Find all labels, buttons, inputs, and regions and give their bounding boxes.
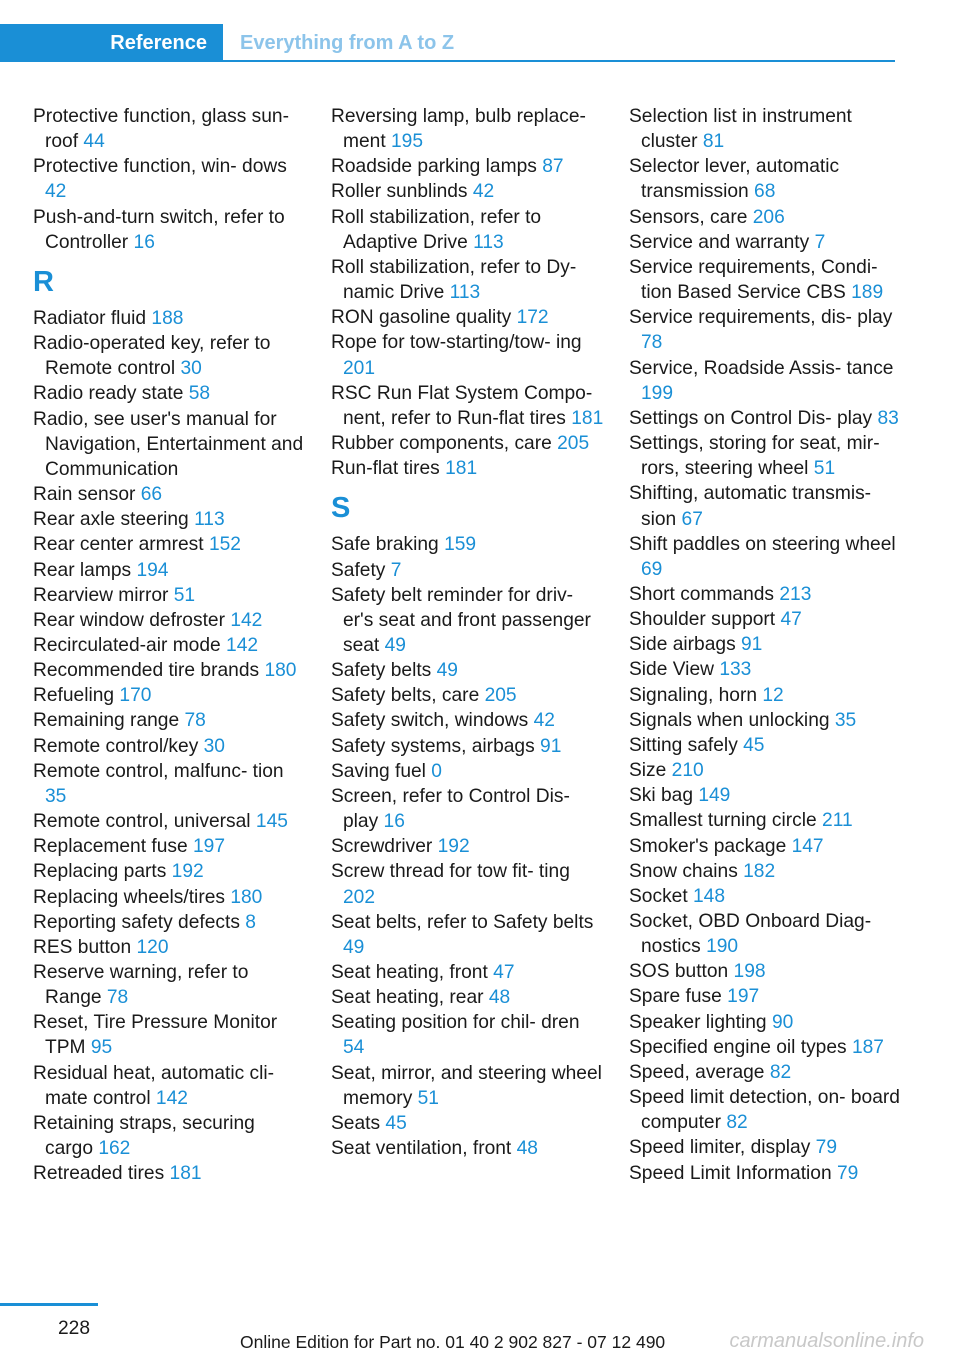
index-entry <box>331 759 606 784</box>
page-link[interactable]: 49 <box>436 660 458 682</box>
index-entry <box>33 482 308 507</box>
index-term: Safety belts <box>331 660 432 682</box>
index-term: Safety belt reminder for driv- er's seat and front passenger seat <box>331 584 591 656</box>
page-link[interactable]: 142 <box>155 1087 188 1109</box>
index-term: Rubber components, care <box>331 433 552 455</box>
page-link[interactable]: 192 <box>171 861 204 883</box>
index-entry <box>629 255 904 305</box>
index-term: Size <box>629 760 667 782</box>
index-term: Recirculated-air mode <box>33 634 221 656</box>
index-term: Remaining range <box>33 710 180 732</box>
index-term: Rearview mirror <box>33 584 169 606</box>
page-link[interactable]: 48 <box>516 1138 538 1160</box>
index-entry <box>331 708 606 733</box>
index-entry <box>331 330 606 380</box>
index-term: Short commands <box>629 583 775 605</box>
index-entry <box>629 884 904 909</box>
index-entry <box>33 104 308 154</box>
page-link[interactable]: 45 <box>743 734 765 756</box>
page-link[interactable]: 79 <box>836 1162 859 1184</box>
index-term: Shoulder support <box>629 609 776 631</box>
page-link[interactable]: 197 <box>727 986 760 1008</box>
index-term: Recommended tire brands <box>33 660 260 682</box>
index-term: Remote control, malfunc- tion <box>33 760 284 782</box>
page-link[interactable]: 202 <box>343 886 376 908</box>
index-entry <box>629 305 904 355</box>
index-entry <box>629 1035 904 1060</box>
page-header <box>0 24 895 62</box>
index-term: Seat heating, front <box>331 962 488 983</box>
index-entry <box>629 834 904 859</box>
subsection-title: Everything from A to Z <box>240 32 455 54</box>
index-entry <box>33 734 308 759</box>
index-term: Sitting safely <box>629 734 738 756</box>
index-term: Seat belts, refer to Safety belts <box>331 911 594 933</box>
index-term: Remote control, universal <box>33 811 251 833</box>
index-entry <box>33 583 308 608</box>
index-entry <box>629 984 904 1009</box>
page-link[interactable]: 95 <box>90 1037 113 1059</box>
page-link[interactable]: 7 <box>390 559 402 581</box>
page-link[interactable]: 82 <box>726 1112 748 1134</box>
page-link[interactable]: 42 <box>533 710 555 732</box>
page-link[interactable]: 87 <box>542 156 564 178</box>
page-link[interactable]: 47 <box>780 609 802 631</box>
page-link[interactable]: 213 <box>779 583 812 605</box>
index-term: Reversing lamp, bulb replace- ment <box>331 106 586 153</box>
index-term: Safe braking <box>331 534 439 556</box>
index-term: Roll stabilization, refer to Adaptive Drive <box>331 206 542 253</box>
index-entry <box>629 1060 904 1085</box>
index-term: Service requirements, dis- play <box>629 307 893 329</box>
index-term: Smallest turning circle <box>629 810 817 832</box>
index-term: Shifting, automatic transmis- sion <box>629 483 872 530</box>
page-link[interactable]: 48 <box>488 987 511 1009</box>
index-term: Settings on Control Dis- play <box>629 407 873 429</box>
page-link[interactable]: 197 <box>193 836 226 858</box>
page-link[interactable]: 180 <box>264 660 297 682</box>
index-entry <box>331 1010 606 1060</box>
index-term: Radio-operated key, refer to Remote control <box>33 333 271 380</box>
page-link[interactable]: 7 <box>814 231 826 253</box>
page-link[interactable]: 201 <box>343 357 376 379</box>
index-entry <box>629 532 904 582</box>
index-entry <box>629 632 904 657</box>
index-term: Protective function, glass sun- roof <box>33 106 289 153</box>
page-link[interactable]: 147 <box>791 835 824 857</box>
index-term: Signaling, horn <box>629 684 758 706</box>
page-link[interactable]: 189 <box>851 282 884 304</box>
index-term: Screwdriver <box>331 836 433 858</box>
index-entry <box>331 456 606 481</box>
index-term: RES button <box>33 936 132 958</box>
index-entry <box>33 859 308 884</box>
index-term: Specified engine oil types <box>629 1036 847 1058</box>
index-entry <box>629 230 904 255</box>
index-term: Retaining straps, securing cargo <box>33 1112 255 1160</box>
page-link[interactable]: 120 <box>136 936 169 958</box>
index-entry <box>33 306 308 331</box>
page-link[interactable]: 145 <box>255 811 288 833</box>
index-entry <box>331 1111 606 1136</box>
page-link[interactable]: 12 <box>762 684 784 706</box>
index-entry <box>33 910 308 935</box>
index-entry <box>33 960 308 1010</box>
page-link[interactable]: 187 <box>851 1036 884 1058</box>
index-entry <box>331 658 606 683</box>
index-entry <box>331 558 606 583</box>
index-term: Speed Limit Information <box>629 1162 832 1184</box>
index-entry <box>33 558 308 583</box>
page-link[interactable]: 58 <box>188 383 211 405</box>
index-term: Roller sunblinds <box>331 181 468 203</box>
page-link[interactable]: 162 <box>98 1138 131 1160</box>
index-entry <box>331 1136 606 1161</box>
index-term: Speed limit detection, on- board computer <box>629 1087 900 1134</box>
index-entry <box>33 532 308 557</box>
page-link[interactable]: 181 <box>169 1163 202 1185</box>
index-entry <box>33 658 308 683</box>
page-link[interactable]: 142 <box>226 634 259 656</box>
index-term: Selection list in instrument cluster <box>629 106 852 153</box>
edition-note: Online Edition for Part no. 01 40 2 902 827 - 07 12 490 <box>240 1332 666 1352</box>
index-entry <box>33 407 308 482</box>
page-link[interactable]: 78 <box>641 332 663 354</box>
index-entry <box>629 356 904 406</box>
page-link[interactable]: 113 <box>449 282 481 304</box>
page-link[interactable]: 181 <box>571 407 604 429</box>
page-link[interactable]: 35 <box>834 709 857 731</box>
index-entry <box>629 154 904 204</box>
page-link[interactable]: 69 <box>641 558 663 580</box>
page-link[interactable]: 142 <box>230 609 263 631</box>
page-link[interactable]: 113 <box>194 509 225 531</box>
page-link[interactable]: 67 <box>681 508 703 530</box>
page-link[interactable]: 0 <box>431 760 442 782</box>
page-link[interactable]: 82 <box>769 1061 792 1083</box>
page-link[interactable]: 148 <box>693 885 726 907</box>
index-term: RSC Run Flat System Compo- nent, refer to Run-flat tires <box>331 382 593 429</box>
index-entry <box>629 1085 904 1135</box>
page-link[interactable]: 90 <box>771 1011 794 1033</box>
index-term: Smoker's package <box>629 835 787 857</box>
page-link[interactable]: 45 <box>385 1112 407 1134</box>
page-link[interactable]: 190 <box>706 936 739 958</box>
index-entry <box>629 683 904 708</box>
header-rule <box>223 60 895 62</box>
index-term: Reset, Tire Pressure Monitor TPM <box>33 1012 278 1059</box>
index-entry <box>629 481 904 531</box>
index-entry <box>629 431 904 481</box>
index-term: Seats <box>331 1112 381 1134</box>
index-term: Snow chains <box>629 860 738 882</box>
page-link[interactable]: 172 <box>516 307 549 329</box>
page-link[interactable]: 66 <box>140 484 163 506</box>
index-entry <box>629 909 904 959</box>
index-term: Safety switch, windows <box>331 710 529 732</box>
index-term: Ski bag <box>629 785 693 807</box>
index-term: Speed limiter, display <box>629 1137 811 1159</box>
index-term: Radiator fluid <box>33 307 147 329</box>
index-term: Rope for tow-starting/tow- ing <box>331 332 582 354</box>
page-link[interactable]: 51 <box>417 1087 439 1109</box>
index-term: Replacement fuse <box>33 836 188 858</box>
index-term: Seat heating, rear <box>331 987 484 1009</box>
page-link[interactable]: 16 <box>383 811 405 833</box>
index-term: RON gasoline quality <box>331 307 512 329</box>
index-entry <box>331 179 606 204</box>
index-term: Safety <box>331 559 386 581</box>
index-entry <box>331 834 606 859</box>
page-link[interactable]: 42 <box>45 181 67 203</box>
page-link[interactable]: 42 <box>472 181 495 203</box>
index-term: Seat, mirror, and steering wheel memory <box>331 1062 602 1109</box>
index-entry <box>331 104 606 154</box>
page-link[interactable]: 51 <box>173 584 196 606</box>
page-number: 228 <box>58 1318 91 1339</box>
index-term: Retreaded tires <box>33 1163 165 1185</box>
page-link[interactable]: 51 <box>813 458 836 480</box>
page-link[interactable]: 180 <box>230 886 263 908</box>
page-link[interactable]: 205 <box>557 433 590 455</box>
page-link[interactable]: 44 <box>83 131 105 153</box>
index-entry <box>331 305 606 330</box>
page-link[interactable]: 47 <box>493 962 515 983</box>
page-link[interactable]: 81 <box>702 131 725 153</box>
index-term: Safety belts, care <box>331 685 480 707</box>
index-term: Settings, storing for seat, mir- rors, steering wheel <box>629 433 880 480</box>
page-link[interactable]: 35 <box>45 785 67 807</box>
index-term: Rear center armrest <box>33 534 204 556</box>
index-entry <box>33 608 308 633</box>
index-entry <box>331 532 606 557</box>
index-entry <box>33 1010 308 1060</box>
index-term: Service and warranty <box>629 231 810 253</box>
index-term: Roadside parking lamps <box>331 156 537 178</box>
page-link[interactable]: 152 <box>208 534 241 556</box>
index-entry <box>629 733 904 758</box>
footer-rule <box>0 1303 98 1306</box>
index-entry <box>33 683 308 708</box>
page-link[interactable]: 210 <box>671 760 704 782</box>
page-link[interactable]: 182 <box>743 860 776 882</box>
index-column-2 <box>331 104 606 1161</box>
index-entry <box>331 784 606 834</box>
index-term: Radio ready state <box>33 383 184 405</box>
index-term: Shift paddles on steering wheel <box>629 533 896 555</box>
index-term: Saving fuel <box>331 760 426 782</box>
index-entry <box>33 759 308 809</box>
index-entry <box>33 633 308 658</box>
index-term: Screw thread for tow fit- ting <box>331 861 570 883</box>
index-entry <box>331 985 606 1010</box>
page-link[interactable]: 91 <box>540 735 562 757</box>
index-entry <box>629 104 904 154</box>
page-link[interactable]: 195 <box>391 131 424 153</box>
index-term: Socket <box>629 885 688 907</box>
index-entry <box>629 859 904 884</box>
page-link[interactable]: 30 <box>180 358 202 380</box>
index-term: Rain sensor <box>33 484 136 506</box>
page-link[interactable]: 149 <box>698 785 731 807</box>
index-entry <box>331 910 606 960</box>
index-term: Socket, OBD Onboard Diag- nostics <box>629 911 872 958</box>
index-term: Reserve warning, refer to Range <box>33 962 249 1009</box>
page-link[interactable]: 194 <box>136 559 169 581</box>
index-entry <box>629 657 904 682</box>
index-entry <box>33 809 308 834</box>
page-link[interactable]: 113 <box>473 231 504 253</box>
section-letter: R <box>33 265 54 298</box>
index-term: Seating position for chil- dren <box>331 1012 580 1034</box>
index-entry <box>331 431 606 456</box>
index-entry <box>33 205 308 255</box>
page-link[interactable]: 198 <box>733 961 766 983</box>
index-term: Service, Roadside Assis- tance <box>629 357 894 379</box>
index-term: Side airbags <box>629 634 736 656</box>
index-column-3 <box>629 104 904 1186</box>
index-term: Selector lever, automatic transmission <box>629 156 840 203</box>
index-term: Screen, refer to Control Dis- play <box>331 785 570 833</box>
index-entry <box>33 331 308 381</box>
page-link[interactable]: 8 <box>245 911 256 933</box>
index-term: Refueling <box>33 685 115 707</box>
index-term: Sensors, care <box>629 206 748 228</box>
index-term: Roll stabilization, refer to Dy- namic Drive <box>331 256 577 304</box>
index-entry <box>33 708 308 733</box>
index-entry <box>629 582 904 607</box>
index-term: Replacing parts <box>33 861 167 883</box>
index-entry <box>33 154 308 204</box>
page-link[interactable]: 54 <box>343 1037 365 1059</box>
index-entry <box>629 758 904 783</box>
index-entry <box>33 935 308 960</box>
page-link[interactable]: 133 <box>719 659 752 681</box>
page-link[interactable]: 91 <box>741 634 763 656</box>
page-link[interactable]: 78 <box>106 987 129 1009</box>
index-term: Signals when unlocking <box>629 709 830 731</box>
index-term: Safety systems, airbags <box>331 735 535 757</box>
page-link[interactable]: 68 <box>754 181 776 203</box>
index-term: Speed, average <box>629 1061 765 1083</box>
index-entry <box>331 1061 606 1111</box>
index-term: Push-and-turn switch, refer to Controller <box>33 206 285 253</box>
page-link[interactable]: 205 <box>484 685 517 707</box>
index-term: Radio, see user's manual for Navigation, Entertainment and Communication <box>33 408 304 480</box>
index-term: Side View <box>629 659 714 681</box>
page-link[interactable]: 188 <box>151 307 184 329</box>
page-link[interactable]: 181 <box>445 458 478 480</box>
page-link[interactable]: 192 <box>437 836 470 858</box>
section-letter: S <box>331 492 351 525</box>
page-link[interactable]: 16 <box>133 231 155 253</box>
page-link[interactable]: 159 <box>444 534 477 556</box>
page-link[interactable]: 206 <box>752 206 785 228</box>
page-link[interactable]: 170 <box>119 685 152 707</box>
index-entry <box>629 1161 904 1186</box>
index-entry <box>629 808 904 833</box>
index-term: Speaker lighting <box>629 1011 767 1033</box>
page-link[interactable]: 30 <box>203 735 225 757</box>
index-entry <box>331 734 606 759</box>
index-term: Rear lamps <box>33 559 132 581</box>
index-entry <box>629 1010 904 1035</box>
index-entry <box>33 1111 308 1161</box>
index-entry <box>331 381 606 431</box>
index-entry <box>629 205 904 230</box>
index-entry <box>629 1135 904 1160</box>
page-link[interactable]: 211 <box>822 810 853 832</box>
index-term: Protective function, win- dows <box>33 156 287 178</box>
index-entry <box>331 154 606 179</box>
index-entry <box>629 783 904 808</box>
index-term: Replacing wheels/tires <box>33 886 225 908</box>
index-term: Run-flat tires <box>331 458 440 480</box>
index-entry <box>629 406 904 431</box>
index-entry <box>33 885 308 910</box>
page-link[interactable]: 199 <box>641 382 674 404</box>
page-link[interactable]: 79 <box>815 1137 837 1159</box>
index-entry <box>331 683 606 708</box>
index-entry <box>629 708 904 733</box>
watermark: carmanualsonline.info <box>729 1330 924 1352</box>
index-entry <box>33 1061 308 1111</box>
index-term: Rear window defroster <box>33 609 225 631</box>
index-term: Reporting safety defects <box>33 911 240 933</box>
index-term: Seat ventilation, front <box>331 1138 512 1160</box>
index-entry <box>33 507 308 532</box>
page-link[interactable]: 49 <box>384 634 406 656</box>
index-term: Remote control/key <box>33 735 199 757</box>
index-entry <box>331 255 606 305</box>
page-link[interactable]: 83 <box>877 407 899 429</box>
index-entry <box>331 205 606 255</box>
index-term: Rear axle steering <box>33 509 189 531</box>
index-column-1 <box>33 104 308 1186</box>
index-term: Service requirements, Condi- tion Based Service CBS <box>629 256 878 304</box>
index-entry <box>33 834 308 859</box>
index-entry <box>629 959 904 984</box>
page-link[interactable]: 49 <box>343 936 365 958</box>
index-entry <box>33 381 308 406</box>
index-entry <box>629 607 904 632</box>
index-entry <box>331 583 606 658</box>
section-tab: Reference <box>0 24 223 62</box>
index-term: Residual heat, automatic cli- mate control <box>33 1062 275 1109</box>
page-link[interactable]: 78 <box>184 710 206 732</box>
index-entry <box>33 1161 308 1186</box>
index-entry <box>331 859 606 909</box>
index-entry <box>331 960 606 985</box>
index-term: Spare fuse <box>629 986 722 1008</box>
index-term: SOS button <box>629 961 729 983</box>
